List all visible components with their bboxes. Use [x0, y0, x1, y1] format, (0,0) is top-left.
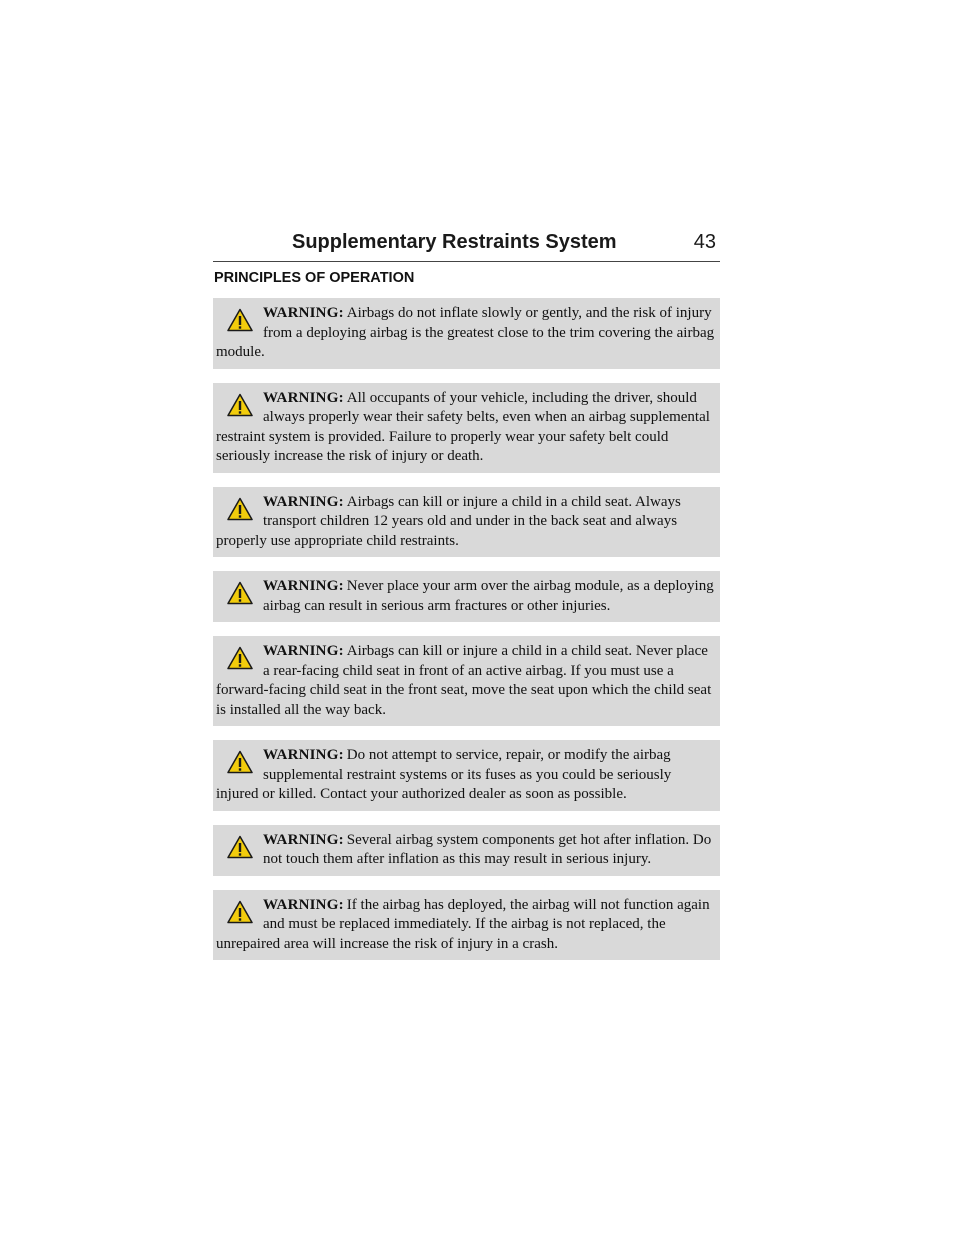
warning-box: [213, 890, 720, 961]
warning-triangle-icon: [216, 896, 263, 935]
warning-triangle-icon: [216, 389, 263, 428]
page-number: 43: [693, 231, 716, 253]
warning-label: WARNING:: [263, 578, 344, 594]
warning-triangle-icon: [216, 577, 263, 616]
warning-box: [213, 298, 720, 369]
warning-text: Do not attempt to service, repair, or modify the airbag supplemental restraint systems or its fuses as you could be seriously injured or killed. Contact your authorized dealer as soon as possible.: [216, 747, 672, 802]
warning-text: Never place your arm over the airbag module, as a deploying airbag can result in serious arm fractures or other injuries.: [263, 578, 714, 614]
warnings-list: [213, 298, 720, 974]
warning-label: WARNING:: [263, 643, 344, 659]
warning-label: WARNING:: [263, 747, 344, 763]
warning-text: Airbags can kill or injure a child in a child seat. Always transport children 12 years old and under in the back seat and always properly use appropriate child restraints.: [216, 493, 681, 549]
warning-box: [213, 825, 720, 876]
warning-label: WARNING:: [263, 389, 344, 406]
warning-triangle-icon: [216, 493, 263, 532]
warning-label: WARNING:: [263, 305, 344, 321]
warning-label: WARNING:: [263, 831, 344, 848]
warning-box: [213, 383, 720, 473]
chapter-title: Supplementary Restraints System: [292, 231, 617, 253]
warning-text: Several airbag system components get hot after inflation. Do not touch them after inflation as this may result in serious injury.: [263, 831, 712, 867]
warning-text: All occupants of your vehicle, including the driver, should always properly wear their safety belts, even when an airbag supplemental restraint system is provided. Failure to properly wear your safety belt could seriously increase the risk of injury or death.: [216, 389, 710, 464]
warning-triangle-icon: [216, 304, 263, 343]
warning-label: WARNING:: [263, 896, 344, 913]
warning-text: If the airbag has deployed, the airbag will not function again and must be replaced immediately. If the airbag is not replaced, the unrepaired area will increase the risk of injury in a crash.: [216, 896, 710, 952]
warning-box: [213, 571, 720, 622]
warning-triangle-icon: [216, 746, 263, 785]
section-heading: PRINCIPLES OF OPERATION: [214, 270, 415, 286]
warning-box: [213, 636, 720, 726]
warning-text: Airbags can kill or injure a child in a child seat. Never place a rear-facing child seat in front of an active airbag. If you must use a forward-facing child seat in the front seat, move the seat upon which the child seat is installed all the way back.: [216, 643, 712, 718]
page-header: [213, 228, 720, 262]
warning-box: [213, 740, 720, 811]
warning-label: WARNING:: [263, 493, 344, 510]
warning-text: Airbags do not inflate slowly or gently, and the risk of injury from a deploying airbag is the greatest close to the trim covering the airbag module.: [216, 305, 715, 360]
warning-box: [213, 487, 720, 558]
warning-triangle-icon: [216, 642, 263, 681]
warning-triangle-icon: [216, 831, 263, 870]
